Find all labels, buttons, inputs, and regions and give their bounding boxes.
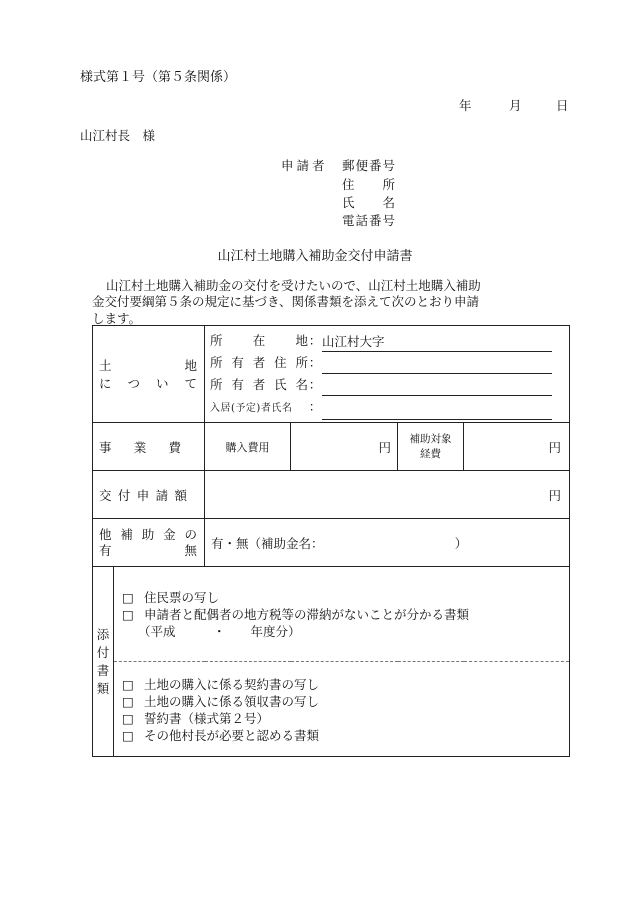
other-subsidy-field[interactable] — [205, 519, 570, 567]
other-subsidy-label-1: 他補助金の — [99, 526, 197, 542]
land-header-top: 土 地 — [99, 358, 197, 373]
application-table — [92, 325, 570, 757]
purchase-label: 購入費用 — [225, 440, 270, 454]
body-line-3: します。 — [92, 311, 142, 326]
request-unit: 円 — [548, 487, 562, 503]
subsidy-label-cell — [398, 423, 464, 471]
owner-name-label: 所有者氏名 — [210, 377, 309, 392]
location-field[interactable] — [322, 333, 552, 352]
location-value: 山江村大字 — [322, 334, 385, 349]
checkbox-pledge[interactable]: □ — [122, 711, 134, 726]
date-month: 月 — [509, 98, 522, 113]
attachments-row-bottom — [93, 662, 570, 757]
other-subsidy-label-cell — [93, 519, 205, 567]
owner-name-colon: ： — [308, 377, 322, 392]
checkbox-tax-certificate[interactable]: □ — [122, 607, 134, 622]
applicant-name: 氏 名 — [342, 195, 397, 210]
request-label-cell — [93, 471, 205, 519]
purchase-unit: 円 — [378, 439, 392, 455]
resident-colon: ： — [308, 399, 322, 414]
cost-row — [93, 423, 570, 471]
applicant-phone: 電話番号 — [342, 213, 397, 228]
attachments-label: 添付書類 — [96, 626, 110, 696]
subsidy-label-2: 経費 — [420, 447, 442, 460]
land-header-cell — [93, 326, 205, 423]
attachment-contract: 土地の購入に係る契約書の写し — [144, 677, 320, 692]
attachments-row-top — [93, 567, 570, 662]
body-line-2: 金交付要綱第５条の規定に基づき、関係書類を添えて次のとおり申請 — [92, 294, 480, 309]
body-line-1: 山江村土地購入補助金の交付を受けたいので、山江村土地購入補助 — [106, 278, 481, 293]
checkbox-contract[interactable]: □ — [122, 677, 134, 692]
checkbox-other-documents[interactable]: □ — [122, 728, 134, 743]
resident-field[interactable] — [322, 401, 552, 420]
attachments-top-cell — [114, 567, 570, 662]
checkbox-resident-record[interactable]: □ — [122, 590, 134, 605]
applicant-postal: 郵便番号 — [342, 158, 397, 173]
subsidy-label-1: 補助対象 — [409, 432, 452, 445]
other-subsidy-row — [93, 519, 570, 567]
request-row — [93, 471, 570, 519]
other-subsidy-label-2: 有 無 — [99, 542, 197, 558]
page-title: 山江村土地購入補助金交付申請書 — [217, 249, 413, 264]
land-detail-cell — [205, 326, 570, 423]
attachment-tax-certificate: 申請者と配偶者の地方税等の滞納がないことが分かる書類 — [144, 607, 470, 622]
owner-name-field[interactable] — [322, 377, 552, 396]
applicant-label: 申請者 — [281, 158, 328, 173]
applicant-address: 住 所 — [342, 177, 397, 192]
request-label: 交付申請額 — [99, 487, 187, 503]
attachment-receipt: 土地の購入に係る領収書の写し — [144, 694, 320, 709]
attachments-bottom-cell — [114, 662, 570, 757]
purchase-amount-field[interactable] — [291, 423, 398, 471]
location-colon: ： — [308, 333, 322, 348]
purchase-label-cell — [205, 423, 291, 471]
form-number: 様式第１号（第５条関係） — [80, 70, 237, 85]
date-year: 年 — [459, 98, 472, 113]
subsidy-unit: 円 — [548, 439, 562, 455]
cost-label: 事 業 費 — [99, 439, 181, 455]
attachment-resident-record: 住民票の写し — [144, 590, 220, 605]
attachment-other-documents: その他村長が必要と認める書類 — [144, 728, 320, 743]
cost-label-cell — [93, 423, 205, 471]
attachments-label-cell — [93, 567, 114, 757]
date-day: 日 — [556, 98, 569, 113]
owner-address-field[interactable] — [322, 355, 552, 374]
owner-address-label: 所有者住所 — [210, 355, 309, 370]
resident-label: 入居(予定)者氏名 — [210, 403, 293, 414]
subsidy-amount-field[interactable] — [464, 423, 570, 471]
land-header-bottom: に つ い て — [99, 376, 197, 391]
request-amount-field[interactable] — [205, 471, 570, 519]
owner-address-colon: ： — [308, 355, 322, 370]
other-subsidy-value: 有・無（補助金名： ） — [211, 535, 468, 551]
addressee: 山江村長 様 — [80, 128, 156, 143]
checkbox-receipt[interactable]: □ — [122, 694, 134, 709]
attachment-pledge: 誓約書（様式第２号） — [144, 711, 270, 726]
land-row — [93, 326, 570, 423]
attachment-tax-note: （平成 ・ 年度分） — [138, 624, 301, 639]
location-label: 所 在 地 — [210, 333, 309, 348]
